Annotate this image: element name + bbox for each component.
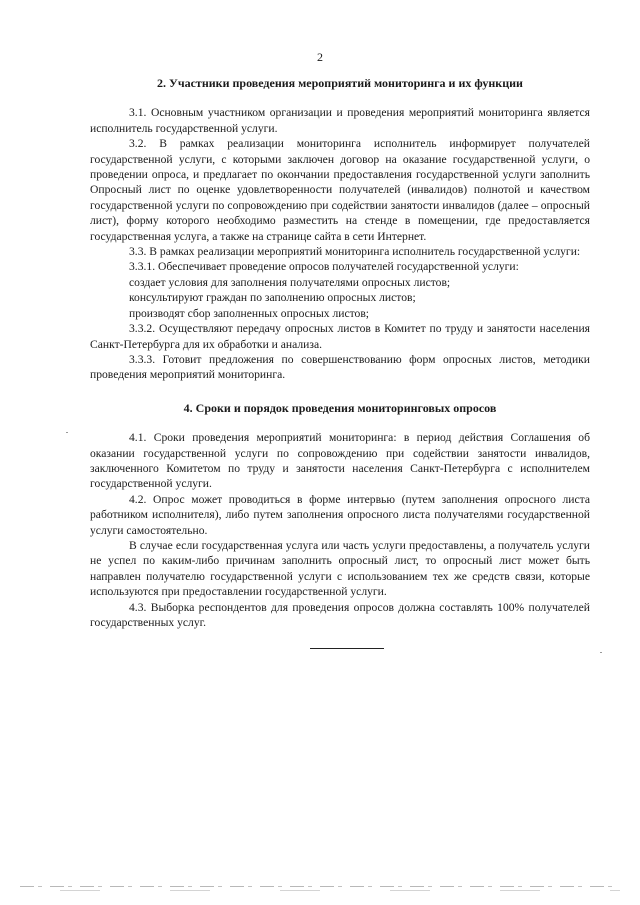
paragraph-4-2-cont: В случае если государственная услуга или часть услуги предоставлены, а получатель услуги не успел по каким-либо причинам заполнить опросный лист, то опросный лист может быть направлен получателю государственной услуги с использованием тех же средств связи, которые используются при предоставлении государственной услуги. <box>90 538 590 599</box>
paragraph-3-3-3: 3.3.3. Готовит предложения по совершенствованию форм опросных листов, методики проведения мероприятий мониторинга. <box>90 352 590 382</box>
paragraph-3-3-2: 3.3.2. Осуществляют передачу опросных листов в Комитет по труду и занятости населения Санкт-Петербурга для их обработки и анализа. <box>90 322 590 351</box>
section-2-heading: 2. Участники проведения мероприятий мониторинга и их функции <box>157 76 523 90</box>
scan-artifact-line <box>20 890 620 891</box>
paragraph-4-1: 4.1. Сроки проведения мероприятий мониторинга: в период действия Соглашения об оказании государственной услуги по сопровождению при содействии занятости инвалидов, заключенного Комитетом по труду и занятости населения Санкт-Петербурга с исполнителем государственной услуги. <box>90 431 590 491</box>
paragraph-4-2: 4.2. Опрос может проводиться в форме интервью (путем заполнения опросного листа работником исполнителя), либо путем заполнения опросного листа получателями государственной услуги самостоятельно. <box>90 492 590 537</box>
list-item: консультируют граждан по заполнению опросных листов; <box>129 291 416 305</box>
paragraph-3-3: 3.3. В рамках реализации мероприятий мониторинга исполнитель государственной услуги: <box>129 245 581 259</box>
section-4-heading: 4. Сроки и порядок проведения мониторинговых опросов <box>183 400 497 415</box>
closing-rule <box>310 648 384 649</box>
paragraph-3-2: 3.2. В рамках реализации мониторинга исполнитель информирует получателей государственной услуги, с которыми заключен договор на оказание государственной услуги, о проведении опроса, и предлагает по окончании предоставления государственной услуги заполнить Опросный лист по оценке удовлетворенности получателей (инвалидов) полнотой и качеством государственной услуги по сопровождению при содействии занятости инвалидов (далее – опросный лист), форму которого необходимо разместить на стенде в помещении, где предоставляется государственная услуга, а также на странице сайта в сети Интернет. <box>90 137 590 243</box>
paragraph-3-3-1: 3.3.1. Обеспечивает проведение опросов получателей государственной услуги: <box>129 260 519 274</box>
list-item: создает условия для заполнения получателями опросных листов; <box>129 275 451 289</box>
paragraph-4-3: 4.3. Выборка респондентов для проведения опросов должна составлять 100% получателей государственных услуг. <box>90 600 590 629</box>
paragraph-3-1: 3.1. Основным участником организации и проведения мероприятий мониторинга является исполнитель государственной услуги. <box>90 106 590 135</box>
page-number: 2 <box>317 50 323 64</box>
list-item: производят сбор заполненных опросных листов; <box>129 306 370 320</box>
scan-artifact-line <box>20 886 620 887</box>
scan-speck <box>66 432 68 433</box>
scan-speck <box>600 652 602 653</box>
document-body <box>90 76 590 649</box>
